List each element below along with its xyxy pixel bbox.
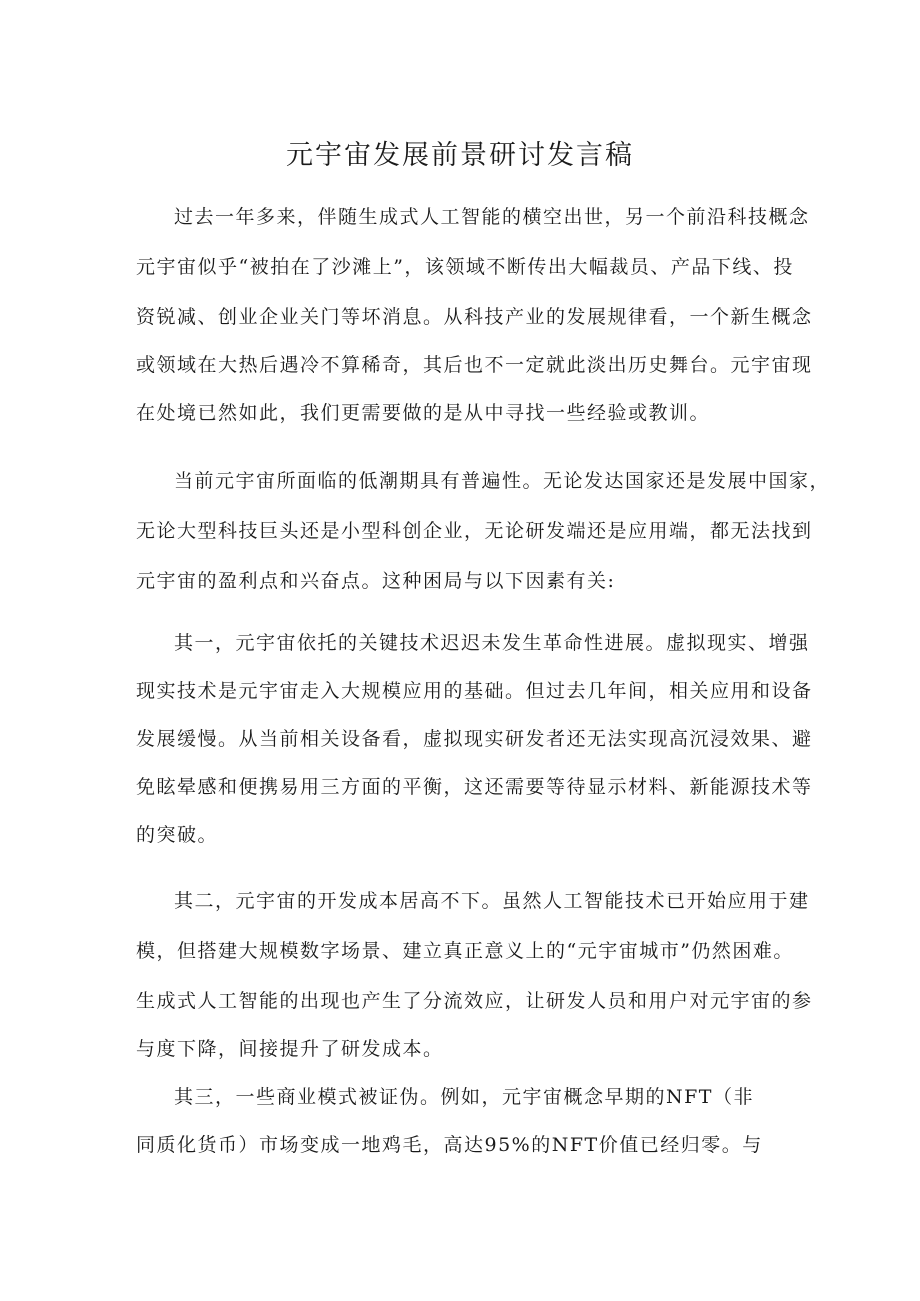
paragraph-2-line-3: 元宇宙的盈利点和兴奋点。这种困局与以下因素有关: (136, 570, 616, 592)
paragraph-4-line-3: 生成式人工智能的出现也产生了分流效应，让研发人员和用户对元宇宙的参 (136, 990, 813, 1012)
paragraph-4-line-4: 与度下降，间接提升了研发成本。 (136, 1038, 444, 1060)
document-title: 元宇宙发展前景研讨发言稿 (286, 140, 634, 171)
paragraph-2-line-2: 无论大型科技巨头还是小型科创企业，无论研发端还是应用端，都无法找到 (136, 520, 813, 542)
paragraph-4-line-2: 模，但搭建大规模数字场景、建立真正意义上的“元宇宙城市”仍然困难。 (136, 940, 794, 962)
paragraph-5-line-1: 其三，一些商业模式被证伪。例如，元宇宙概念早期的NFT（非 (174, 1086, 754, 1108)
paragraph-3-line-4: 免眩晕感和便携易用三方面的平衡，这还需要等待显示材料、新能源技术等 (136, 776, 813, 798)
paragraph-3-line-1: 其一，元宇宙依托的关键技术迟迟未发生革命性进展。虚拟现实、增强 (174, 632, 810, 654)
paragraph-1-line-5: 在处境已然如此，我们更需要做的是从中寻找一些经验或教训。 (136, 402, 711, 424)
paragraph-5-line-2: 同质化货币）市场变成一地鸡毛，高达95%的NFT价值已经归零。与 (136, 1134, 763, 1156)
paragraph-3-line-2: 现实技术是元宇宙走入大规模应用的基础。但过去几年间，相关应用和设备 (136, 680, 813, 702)
paragraph-2-line-1: 当前元宇宙所面临的低潮期具有普遍性。无论发达国家还是发展中国家， (174, 470, 831, 492)
paragraph-1-line-1: 过去一年多来，伴随生成式人工智能的横空出世，另一个前沿科技概念 (174, 206, 810, 228)
paragraph-1-line-3: 资锐减、创业企业关门等坏消息。从科技产业的发展规律看，一个新生概念 (136, 306, 813, 328)
paragraph-1-line-4: 或领域在大热后遇冷不算稀奇，其后也不一定就此淡出历史舞台。元宇宙现 (136, 354, 813, 376)
paragraph-3-line-5: 的突破。 (136, 824, 219, 846)
paragraph-3-line-3: 发展缓慢。从当前相关设备看，虚拟现实研发者还无法实现高沉浸效果、避 (136, 728, 813, 750)
paragraph-4-line-1: 其二，元宇宙的开发成本居高不下。虽然人工智能技术已开始应用于建 (174, 890, 810, 912)
paragraph-1-line-2: 元宇宙似乎“被拍在了沙滩上”，该领域不断传出大幅裁员、产品下线、投 (136, 256, 794, 278)
